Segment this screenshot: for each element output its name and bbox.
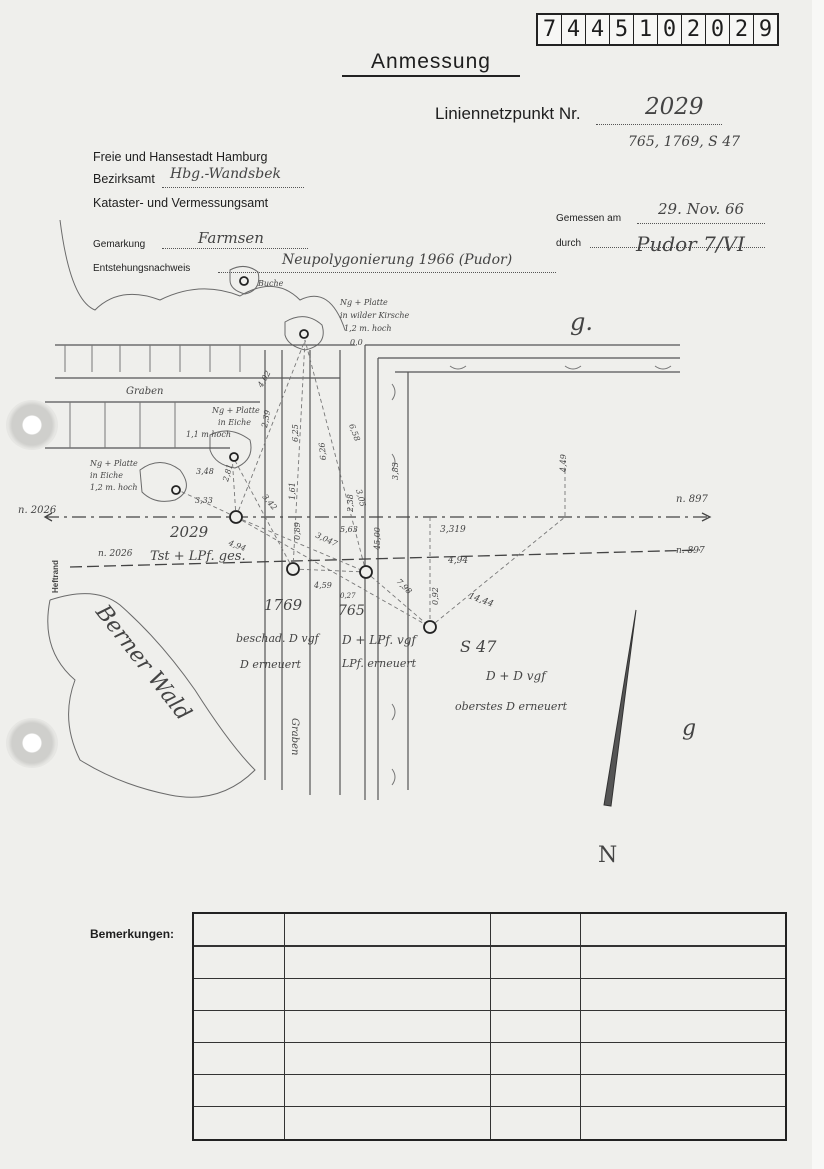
doc-digit: 2 <box>730 15 754 44</box>
measurement: 6,25 <box>291 424 300 442</box>
label-2029: 2029 <box>170 523 209 541</box>
measurement: 3,05 <box>354 488 368 508</box>
north-arrow <box>604 610 636 806</box>
measurement: 14,44 <box>466 591 495 610</box>
doc-digit: 0 <box>706 15 730 44</box>
point-number: 2029 <box>645 94 704 120</box>
point-label: Liniennetzpunkt Nr. <box>435 104 581 123</box>
curb-mark <box>655 366 671 369</box>
tree-point-marker <box>172 486 180 494</box>
doc-digit: 4 <box>562 15 586 44</box>
measurement: 7,98 <box>394 577 414 597</box>
curb-mark <box>392 704 395 720</box>
point-2029-marker <box>230 511 242 523</box>
curb-mark <box>450 366 466 369</box>
doc-digit: 1 <box>634 15 658 44</box>
measurement: 1,61 <box>288 482 297 500</box>
curb-mark <box>392 384 395 400</box>
tree-point-marker <box>300 330 308 338</box>
measurement: 4,59 <box>314 581 332 590</box>
related-points: 765, 1769, S 47 <box>628 134 741 150</box>
curb-mark <box>392 769 395 785</box>
point-1769-marker <box>287 563 299 575</box>
measurement: 5,63 <box>340 525 358 534</box>
remarks-row-divider <box>194 945 785 947</box>
note-tree-top: Ng + Platte <box>340 298 388 307</box>
doc-digit: 0 <box>658 15 682 44</box>
origin-label: Entstehungsnachweis <box>93 263 191 274</box>
by-value: Pudor 7/VI <box>636 232 745 256</box>
remarks-row-divider <box>194 1010 785 1011</box>
measured-value: 29. Nov. 66 <box>658 200 745 218</box>
desc-1769: D erneuert <box>240 658 301 671</box>
remarks-row-divider <box>194 1106 785 1107</box>
measurement: 2,81 <box>221 462 235 483</box>
heftrand-label: Heftrand <box>51 560 60 593</box>
berner-wald-outline <box>48 594 255 798</box>
measurement: 4,94 <box>448 556 469 566</box>
note-eiche-left: 1,2 m. hoch <box>90 483 138 492</box>
note-eiche-mid: in Eiche <box>218 418 252 427</box>
measurement: 45,00 <box>373 527 382 550</box>
district-value: Hbg.-Wandsbek <box>170 166 281 182</box>
doc-digit: 5 <box>610 15 634 44</box>
tree-point-marker <box>230 453 238 461</box>
measurement: 0,27 <box>340 592 356 600</box>
tree-point-marker <box>240 277 248 285</box>
desc-s47: oberstes D erneuert <box>455 700 568 713</box>
note-eiche-mid: Ng + Platte <box>212 406 260 415</box>
remarks-row-divider <box>194 1074 785 1075</box>
point-765-marker <box>360 566 372 578</box>
gemarkung-label: Gemarkung <box>93 239 146 250</box>
measurement: 3,48 <box>196 467 214 476</box>
page-title: Anmessung <box>371 50 491 73</box>
remarks-label: Bemerkungen: <box>90 927 175 941</box>
measured-label: Gemessen am <box>556 213 622 224</box>
label-1769: 1769 <box>264 596 303 614</box>
desc-765: D + LPf. vgf <box>342 633 416 647</box>
graben-bottom-label: Graben <box>289 718 300 756</box>
note-right-point: n. 897 <box>676 494 708 505</box>
district-label: Bezirksamt <box>93 172 155 186</box>
authority-line: Freie und Hansestadt Hamburg <box>93 150 268 164</box>
note-tree-top: in wilder Kirsche <box>340 311 410 320</box>
measurement: 3,319 <box>440 525 466 535</box>
office-label: Kataster- und Vermessungsamt <box>93 196 269 210</box>
doc-digit: 4 <box>586 15 610 44</box>
g-mark-top: g. <box>570 308 593 336</box>
doc-digit: 9 <box>758 17 773 42</box>
note-buche: Buche <box>258 279 284 288</box>
point-s47-marker <box>424 621 436 633</box>
measurement: 3,33 <box>195 496 213 505</box>
doc-digit: 2 <box>682 15 706 44</box>
north-label: N <box>598 843 618 868</box>
g-mark-right: g <box>682 716 697 741</box>
woodland-outline <box>60 220 345 330</box>
measurement: 0,89 <box>293 522 302 540</box>
berner-wald-label: Berner Wald <box>90 600 196 726</box>
desc-2029: Tst + LPf. ges. <box>150 549 246 564</box>
note-eiche-left: in Eiche <box>90 471 124 480</box>
remarks-row-divider <box>194 1042 785 1043</box>
origin-value: Neupolygonierung 1966 (Pudor) <box>282 252 513 268</box>
remarks-table <box>192 912 787 1141</box>
note-eiche-mid: 1,1 m hoch <box>186 430 231 439</box>
note-left-point: n. 2026 <box>18 505 57 516</box>
note-graben-top: Graben <box>126 386 164 397</box>
note-right-point-2: n. 897 <box>676 546 705 556</box>
label-765: 765 <box>338 603 365 619</box>
desc-765: LPf. erneuert <box>342 657 417 670</box>
sheet-edge <box>812 0 824 1169</box>
measurement: 2,39 <box>260 409 273 429</box>
measurement: 3,83 <box>391 462 400 480</box>
measurement: 0,92 <box>431 587 440 605</box>
gemarkung-value: Farmsen <box>198 229 264 247</box>
note-eiche-left: Ng + Platte <box>90 459 138 468</box>
measurement: 6,58 <box>347 422 362 443</box>
measurement: 4,02 <box>255 369 273 389</box>
measurement: 4,49 <box>559 454 568 472</box>
tie-line <box>232 455 236 517</box>
remarks-row-divider <box>194 978 785 979</box>
tree-left <box>140 463 186 502</box>
desc-1769: beschad. D vgf <box>236 632 319 645</box>
by-label: durch <box>556 238 582 249</box>
measurement: 6,26 <box>317 442 328 461</box>
doc-digit: 7 <box>538 15 562 44</box>
measurement: 3,047 <box>314 530 339 549</box>
measurement: 3,42 <box>260 492 279 512</box>
curb-mark <box>565 366 581 369</box>
note-tree-top: 1,2 m. hoch <box>344 324 392 333</box>
measurement: 4,94 <box>227 538 248 553</box>
measurement: 2,38 <box>346 494 355 512</box>
note-zero: 0,0 <box>350 338 363 347</box>
desc-s47: D + D vgf <box>486 669 546 683</box>
label-s47: S 47 <box>460 637 497 656</box>
note-left-point-2: n. 2026 <box>98 549 133 559</box>
